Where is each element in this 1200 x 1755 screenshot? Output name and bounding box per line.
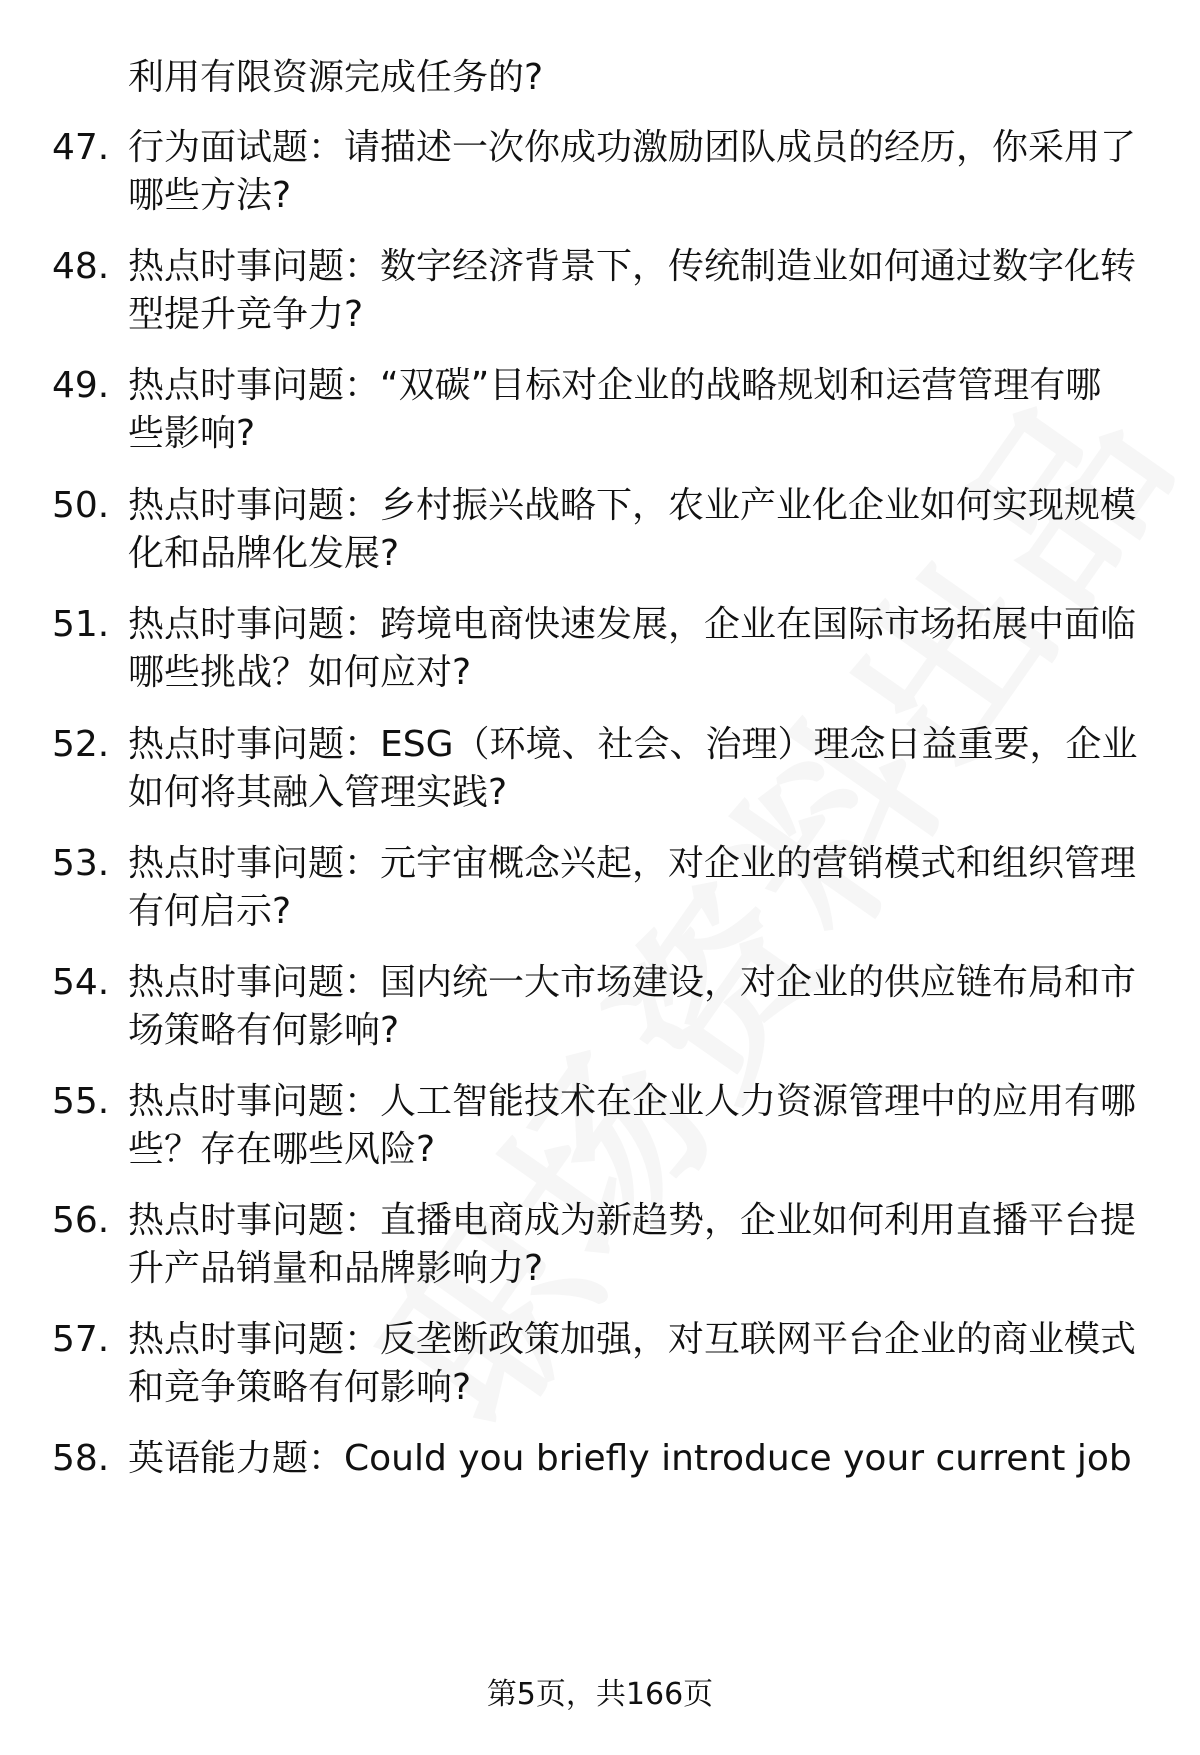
question-number-52: 52. [52,724,110,765]
question-52-line-2: 如何将其融入管理实践? [128,772,508,813]
question-57-line-2: 和竞争策略有何影响? [128,1367,472,1408]
page-number-footer: 第5页，共166页 [486,1677,714,1712]
question-number-49: 49. [52,365,110,406]
question-51-line-1: 热点时事问题：跨境电商快速发展，企业在国际市场拓展中面临 [128,604,1137,645]
question-54-line-1: 热点时事问题：国内统一大市场建设，对企业的供应链布局和市 [128,962,1137,1003]
question-number-58: 58. [52,1438,110,1479]
question-number-55: 55. [52,1081,110,1122]
question-49-line-2: 些影响? [128,413,256,454]
question-52-line-1: 热点时事问题：ESG（环境、社会、治理）理念日益重要，企业 [128,724,1138,765]
question-47-line-2: 哪些方法? [128,175,292,216]
question-58-line-1: 英语能力题：Could you briefly introduce your current job [128,1438,1132,1479]
question-51-line-2: 哪些挑战？如何应对? [128,652,472,693]
question-number-47: 47. [52,127,110,168]
question-55-line-1: 热点时事问题：人工智能技术在企业人力资源管理中的应用有哪 [128,1081,1137,1122]
question-number-48: 48. [52,246,110,287]
question-55-line-2: 些？存在哪些风险? [128,1129,436,1170]
question-49-line-1: 热点时事问题：“双碳”目标对企业的战略规划和运营管理有哪 [128,365,1102,406]
question-56-line-2: 升产品销量和品牌影响力? [128,1248,544,1289]
question-number-54: 54. [52,962,110,1003]
question-56-line-1: 热点时事问题：直播电商成为新趋势，企业如何利用直播平台提 [128,1200,1137,1241]
question-50-line-1: 热点时事问题：乡村振兴战略下，农业产业化企业如何实现规模 [128,485,1137,526]
question-53-line-2: 有何启示? [128,891,292,932]
question-continuation-line: 利用有限资源完成任务的? [128,57,544,98]
question-number-57: 57. [52,1319,110,1360]
question-48-line-2: 型提升竞争力? [128,294,364,335]
question-number-51: 51. [52,604,110,645]
question-57-line-1: 热点时事问题：反垄断政策加强，对互联网平台企业的商业模式 [128,1319,1137,1360]
question-53-line-1: 热点时事问题：元宇宙概念兴起，对企业的营销模式和组织管理 [128,843,1137,884]
question-number-50: 50. [52,485,110,526]
question-50-line-2: 化和品牌化发展? [128,533,400,574]
question-54-line-2: 场策略有何影响? [128,1010,400,1051]
question-number-53: 53. [52,843,110,884]
question-number-56: 56. [52,1200,110,1241]
question-47-line-1: 行为面试题：请描述一次你成功激励团队成员的经历，你采用了 [128,127,1137,168]
question-48-line-1: 热点时事问题：数字经济背景下，传统制造业如何通过数字化转 [128,246,1137,287]
